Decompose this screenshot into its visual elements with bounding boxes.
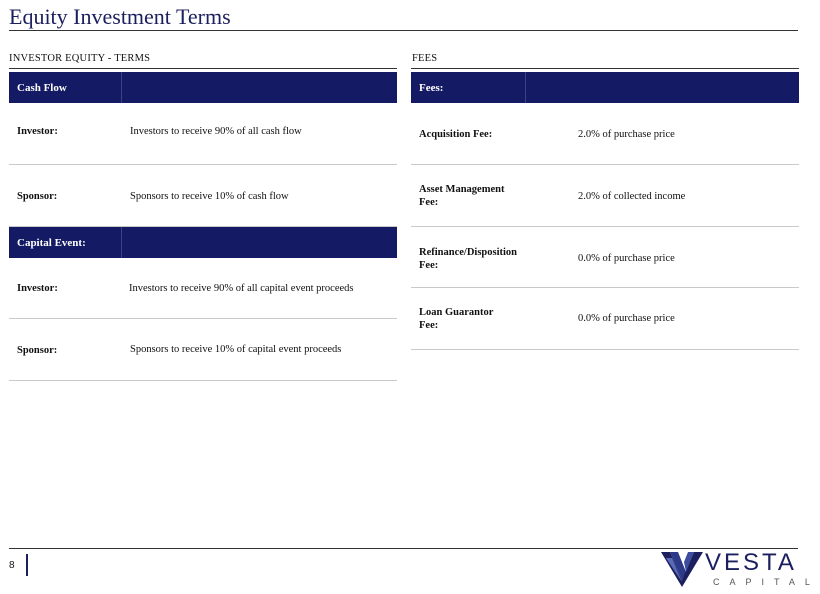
fees-divider	[411, 68, 799, 69]
row-key: Sponsor:	[17, 191, 58, 202]
capital-event-header	[9, 227, 397, 258]
capital-event-header-label: Capital Event:	[17, 236, 86, 249]
cash-flow-header-label: Cash Flow	[17, 81, 67, 94]
row-value: Sponsors to receive 10% of cash flow	[130, 191, 289, 202]
title-divider	[9, 30, 798, 31]
row-key-line: Acquisition Fee:	[419, 129, 493, 140]
row-value: Investors to receive 90% of all capital event proceeds	[129, 283, 354, 294]
row-key: Investor:	[17, 126, 58, 137]
header-column-divider	[525, 72, 526, 103]
row-value: 0.0% of purchase price	[578, 313, 675, 324]
row-key	[419, 306, 493, 332]
fee-row-refinance-disposition	[411, 227, 799, 288]
page-number: 8	[9, 560, 15, 571]
row-key-line: Asset Management	[419, 184, 505, 195]
capital-event-sponsor-row	[9, 319, 397, 381]
row-value: Investors to receive 90% of all cash flow	[130, 126, 302, 137]
cash-flow-investor-row	[9, 103, 397, 165]
row-key: Investor:	[17, 283, 58, 294]
cash-flow-header	[9, 72, 397, 103]
row-key-line: Loan Guarantor	[419, 307, 494, 318]
row-key-line: Refinance/Disposition	[419, 247, 518, 258]
page-number-bar	[26, 554, 28, 576]
row-value: Sponsors to receive 10% of capital event proceeds	[130, 344, 342, 355]
row-key-line: Fee:	[419, 197, 439, 208]
header-column-divider	[121, 72, 122, 103]
cash-flow-sponsor-row	[9, 165, 397, 227]
row-key	[419, 128, 492, 141]
row-key	[419, 183, 504, 209]
vesta-capital-logo	[660, 549, 820, 591]
row-value: 2.0% of purchase price	[578, 129, 675, 140]
capital-event-investor-row	[9, 258, 397, 319]
logo-subtitle: CAPITAL	[713, 577, 820, 587]
fee-row-acquisition	[411, 103, 799, 165]
investor-equity-section-label: INVESTOR EQUITY - TERMS	[9, 53, 151, 64]
fees-header	[411, 72, 799, 103]
investor-equity-divider	[9, 68, 397, 69]
fees-section-label: FEES	[412, 53, 438, 64]
fee-row-loan-guarantor	[411, 288, 799, 350]
row-key: Sponsor:	[17, 345, 58, 356]
header-column-divider	[121, 227, 122, 258]
fees-header-label: Fees:	[419, 81, 444, 94]
row-key-line: Fee:	[419, 320, 439, 331]
row-value: 0.0% of purchase price	[578, 253, 675, 264]
row-key-line: Fee:	[419, 260, 439, 271]
logo-wordmark: VESTA	[705, 549, 797, 576]
row-key	[419, 246, 517, 272]
row-value: 2.0% of collected income	[578, 191, 686, 202]
fee-row-asset-management	[411, 165, 799, 227]
vesta-logo-mark-icon	[660, 550, 704, 588]
page-title: Equity Investment Terms	[9, 4, 231, 29]
